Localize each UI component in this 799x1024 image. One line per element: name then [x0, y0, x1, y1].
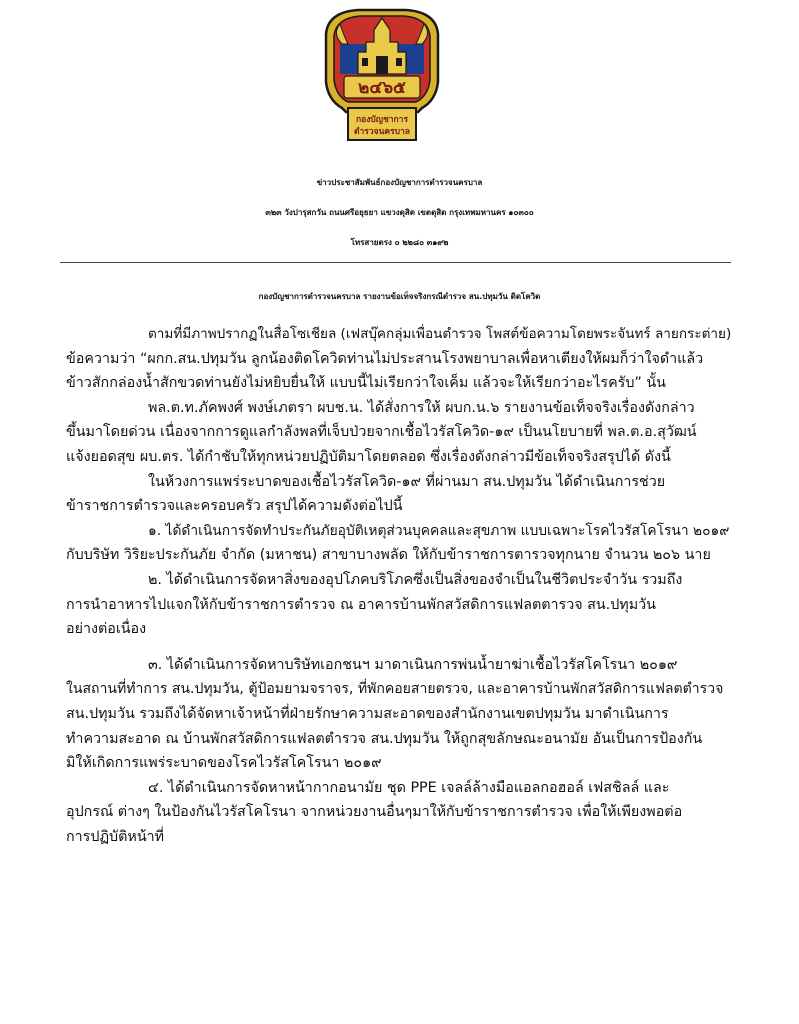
header-phone: โทรสายตรง ๐ ๒๒๘๐ ๓๑๙๒: [350, 238, 449, 247]
header-address: ๓๒๓ วังปารุสกวัน ถนนศรีอยุธยา แขวงดุสิต เขตดุสิต กรุงเทพมหานคร ๑๐๓๐๐: [265, 208, 534, 217]
document-body: [66, 322, 734, 849]
list-item-1: [66, 519, 734, 568]
list-item-2: [66, 568, 734, 642]
body-line: การนำอาหารไปแจกให้กับข้าราชการตำรวจ ณ อาคารบ้านพักสวัสดิการแฟลตตารวจ สน.ปทุมวัน: [66, 596, 656, 613]
body-line: สน.ปทุมวัน รวมถึงได้จัดหาเจ้าหน้าที่ฝ่ายรักษาความสะอาดของสำนักงานเขตปทุมวัน มาดำเนินการ: [66, 705, 669, 722]
body-line: อย่างต่อเนื่อง: [66, 621, 147, 638]
body-line: อุปกรณ์ ต่างๆ ในป้องกันไวรัสโคโรนา จากหน่วยงานอื่นๆมาให้กับข้าราชการตำรวจ เพื่อให้เพียงพอต่อ: [66, 804, 683, 821]
emblem-caption-2: ตำรวจนครบาล: [353, 127, 411, 137]
list-item-3: [66, 653, 734, 776]
body-line: ข้าวสักกล่องน้ำสักขวดท่านยังไม่หยิบยื่นให้ แบบนี้ไม่เรียกว่าใจเค็ม แล้วจะให้เรียกว่าอะไรครับ” นั้น: [66, 375, 666, 392]
paragraph-gap: [66, 642, 734, 653]
body-line: พล.ต.ท.ภัคพงศ์ พงษ์เภตรา ผบช.น. ได้สั่งการให้ ผบก.น.๖ รายงานข้อเท็จจริงเรื่องดังกล่าว: [148, 399, 695, 416]
body-line: การปฏิบัติหน้าที่: [66, 828, 165, 845]
paragraph-intro: [66, 322, 734, 470]
body-line: ๒. ได้ดำเนินการจัดหาสิ่งของอุปโภคบริโภคซึ่งเป็นสิ่งของจำเป็นในชีวิตประจำวัน รวมถึง: [148, 571, 683, 588]
body-line: ในห้วงการแพร่ระบาดของเชื้อไวรัสโควิด-๑๙ ที่ผ่านมา สน.ปทุมวัน ได้ดำเนินการช่วย: [148, 473, 666, 490]
paragraph-summary: [66, 470, 734, 519]
body-line: ๑. ได้ดำเนินการจัดทำประกันภัยอุบัติเหตุส่วนบุคคลและสุขภาพ แบบเฉพาะโรคไวรัสโคโรนา ๒๐๑๙: [148, 522, 730, 539]
list-item-4: [66, 776, 734, 850]
body-line: ขึ้นมาโดยด่วน เนื่องจากการดูแลกำลังพลที่เจ็บป่วยจากเชื้อไวรัสโควิด-๑๙ เป็นนโยบายที่ พล.ต.อ.สุวัฒน์: [66, 424, 697, 441]
emblem-graphic: [318, 4, 446, 144]
document-title: กองบัญชาการตำรวจนครบาล รายงานข้อเท็จจริงกรณีตำรวจ สน.ปทุมวัน ติดโควิด: [258, 292, 541, 301]
header-divider: [60, 262, 731, 263]
body-line: ๓. ได้ดำเนินการจัดหาบริษัทเอกชนฯ มาดาเนินการพ่นน้ำยาฆ่าเชื้อไวรัสโคโรนา ๒๐๑๙: [148, 656, 678, 673]
emblem-year: ๒๔๖๕: [358, 78, 406, 98]
body-line: ทำความสะอาด ณ บ้านพักสวัสดิการแฟลตตำรวจ สน.ปทุมวัน ให้ถูกสุขลักษณะอนามัย อันเป็นการป้องกัน: [66, 730, 703, 747]
body-line: ในสถานที่ทำการ สน.ปทุมวัน, ตู้ป้อมยามจราจร, ที่พักคอยสายตรวจ, และอาคารบ้านพักสวัสดิการแฟลตตำรวจ: [66, 681, 724, 698]
body-line: ข้อความว่า “ผกก.สน.ปทุมวัน ลูกน้องติดโควิดท่านไม่ประสานโรงพยาบาลเพื่อหาเตียงให้ผมก็ว่าใจดำแล้ว: [66, 350, 704, 367]
press-header: [0, 168, 799, 258]
body-line: กับบริษัท วิริยะประกันภัย จำกัด (มหาชน) สาขาบางพลัด ให้กับข้าราชการตารวจทุกนาย จำนวน ๒๐๖ นาย: [66, 547, 711, 564]
body-line: มิให้เกิดการแพร่ระบาดของโรคไวรัสโคโรนา ๒๐๑๙: [66, 755, 382, 772]
body-line: แจ้งยอดสุข ผบ.ตร. ได้กำชับให้ทุกหน่วยปฏิบัติมาโดยตลอด ซึ่งเรื่องดังกล่าวมีข้อเท็จจริงสรุปได้ ดังนี้: [66, 448, 671, 465]
emblem-caption: กองบัญชาการ: [355, 115, 409, 125]
police-emblem-seal: [318, 4, 446, 144]
body-line: ตามที่มีภาพปรากฏในสื่อโซเชียล (เฟสบุ๊คกลุ่มเพื่อนตำรวจ โพสต์ข้อความโดยพระจันทร์ ลายกระต่าย): [148, 326, 732, 342]
body-line: ๔. ได้ดำเนินการจัดหาหน้ากากอนามัย ชุด PPE เจลล์ล้างมือแอลกอฮอล์ เฟสชิลล์ และ: [148, 779, 670, 796]
body-line: ข้าราชการตำรวจและครอบครัว สรุปได้ความดังต่อไปนี้: [66, 498, 403, 515]
header-office: ข่าวประชาสัมพันธ์กองบัญชาการตำรวจนครบาล: [316, 178, 483, 187]
